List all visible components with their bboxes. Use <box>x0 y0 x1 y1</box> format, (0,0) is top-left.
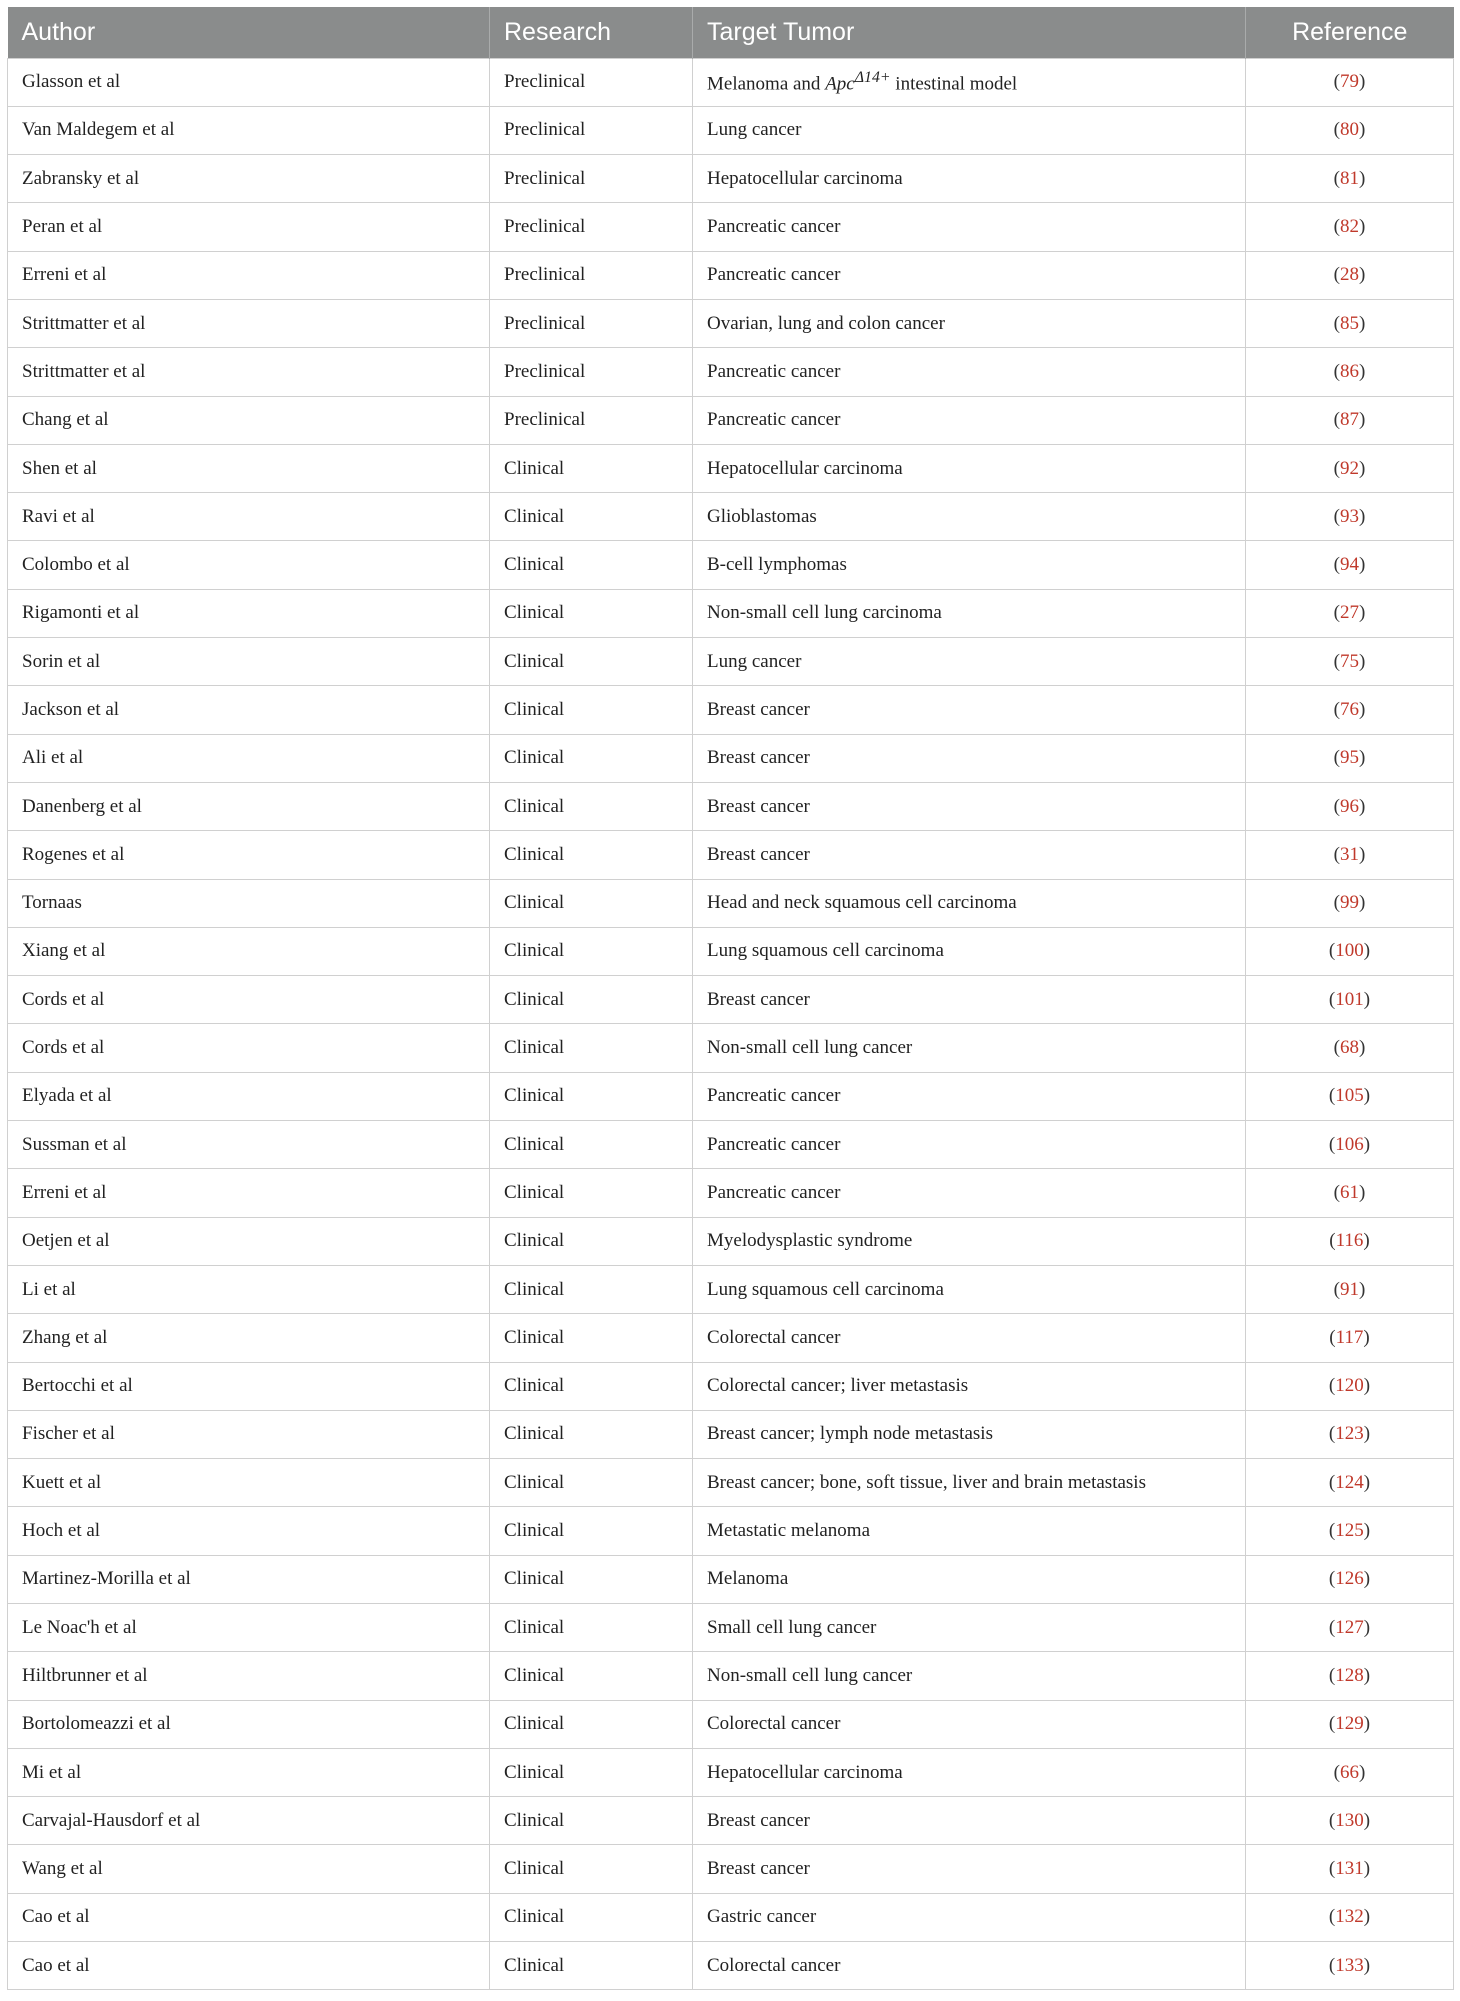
research-cell: Preclinical <box>490 106 693 154</box>
research-cell: Clinical <box>490 1072 693 1120</box>
research-cell: Clinical <box>490 879 693 927</box>
research-cell: Clinical <box>490 493 693 541</box>
reference-cell: (125) <box>1246 1507 1454 1555</box>
reference-link[interactable]: 106 <box>1335 1133 1364 1155</box>
target-tumor-cell: Pancreatic cancer <box>693 1072 1246 1120</box>
reference-cell: (116) <box>1246 1217 1454 1265</box>
target-tumor-cell: Head and neck squamous cell carcinoma <box>693 879 1246 927</box>
author-cell: Hoch et al <box>8 1507 490 1555</box>
target-tumor-cell: Breast cancer <box>693 831 1246 879</box>
author-cell: Carvajal-Hausdorf et al <box>8 1797 490 1845</box>
table-body <box>8 58 1454 1990</box>
table-row <box>8 879 1454 927</box>
table-row <box>8 1265 1454 1313</box>
reference-cell: (80) <box>1246 106 1454 154</box>
reference-cell: (81) <box>1246 155 1454 203</box>
reference-link[interactable]: 28 <box>1340 264 1359 286</box>
table-row <box>8 1121 1454 1169</box>
reference-link[interactable]: 92 <box>1340 457 1359 479</box>
author-cell: Mi et al <box>8 1748 490 1796</box>
research-cell: Preclinical <box>490 299 693 347</box>
reference-cell: (87) <box>1246 396 1454 444</box>
reference-link[interactable]: 86 <box>1340 360 1359 382</box>
reference-cell: (28) <box>1246 251 1454 299</box>
reference-link[interactable]: 61 <box>1340 1181 1359 1203</box>
author-cell: Bertocchi et al <box>8 1362 490 1410</box>
reference-link[interactable]: 99 <box>1340 892 1359 914</box>
table-row <box>8 1024 1454 1072</box>
target-tumor-cell: Lung squamous cell carcinoma <box>693 927 1246 975</box>
studies-table <box>7 7 1454 1990</box>
reference-cell: (129) <box>1246 1700 1454 1748</box>
reference-cell: (76) <box>1246 686 1454 734</box>
table-row <box>8 348 1454 396</box>
research-cell: Clinical <box>490 1700 693 1748</box>
reference-link[interactable]: 123 <box>1335 1423 1364 1445</box>
research-cell: Clinical <box>490 1314 693 1362</box>
target-tumor-cell: Colorectal cancer; liver metastasis <box>693 1362 1246 1410</box>
reference-cell: (124) <box>1246 1459 1454 1507</box>
reference-link[interactable]: 96 <box>1340 795 1359 817</box>
reference-cell: (75) <box>1246 638 1454 686</box>
target-tumor-cell: Myelodysplastic syndrome <box>693 1217 1246 1265</box>
author-cell: Le Noac'h et al <box>8 1604 490 1652</box>
table-row <box>8 299 1454 347</box>
research-cell: Clinical <box>490 831 693 879</box>
target-tumor-cell: Gastric cancer <box>693 1893 1246 1941</box>
reference-link[interactable]: 131 <box>1335 1858 1364 1880</box>
reference-link[interactable]: 132 <box>1335 1906 1364 1928</box>
table-row <box>8 1410 1454 1458</box>
reference-link[interactable]: 133 <box>1335 1954 1364 1976</box>
reference-link[interactable]: 100 <box>1335 940 1364 962</box>
header-reference: Reference <box>1246 7 1454 58</box>
reference-cell: (85) <box>1246 299 1454 347</box>
gene-superscript: Δ14+ <box>854 68 891 86</box>
header-row <box>8 7 1454 58</box>
table-row <box>8 1700 1454 1748</box>
author-cell: Zhang et al <box>8 1314 490 1362</box>
reference-link[interactable]: 117 <box>1335 1326 1364 1348</box>
research-cell: Clinical <box>490 1797 693 1845</box>
author-cell: Ali et al <box>8 734 490 782</box>
target-tumor-cell: Breast cancer <box>693 782 1246 830</box>
research-cell: Clinical <box>490 1217 693 1265</box>
target-tumor-cell: Melanoma <box>693 1555 1246 1603</box>
reference-cell: (133) <box>1246 1942 1454 1990</box>
reference-link[interactable]: 94 <box>1340 554 1359 576</box>
reference-cell: (27) <box>1246 589 1454 637</box>
table-row <box>8 1314 1454 1362</box>
target-tumor-cell: Pancreatic cancer <box>693 1169 1246 1217</box>
author-cell: Colombo et al <box>8 541 490 589</box>
research-cell: Preclinical <box>490 348 693 396</box>
target-tumor-cell: Colorectal cancer <box>693 1314 1246 1362</box>
author-cell: Strittmatter et al <box>8 348 490 396</box>
table-row <box>8 396 1454 444</box>
table-row <box>8 638 1454 686</box>
reference-cell: (130) <box>1246 1797 1454 1845</box>
reference-cell: (127) <box>1246 1604 1454 1652</box>
reference-link[interactable]: 68 <box>1340 1037 1359 1059</box>
author-cell: Rigamonti et al <box>8 589 490 637</box>
reference-link[interactable]: 105 <box>1335 1085 1364 1107</box>
author-cell: Martinez-Morilla et al <box>8 1555 490 1603</box>
research-cell: Preclinical <box>490 203 693 251</box>
target-tumor-cell: Non-small cell lung carcinoma <box>693 589 1246 637</box>
reference-cell: (86) <box>1246 348 1454 396</box>
reference-cell: (101) <box>1246 976 1454 1024</box>
author-cell: Ravi et al <box>8 493 490 541</box>
table-row <box>8 589 1454 637</box>
reference-cell: (68) <box>1246 1024 1454 1072</box>
reference-link[interactable]: 128 <box>1335 1664 1364 1686</box>
reference-link[interactable]: 87 <box>1340 409 1359 431</box>
research-cell: Clinical <box>490 1024 693 1072</box>
research-cell: Clinical <box>490 976 693 1024</box>
target-tumor-cell: Pancreatic cancer <box>693 348 1246 396</box>
target-tumor-cell: Breast cancer; lymph node metastasis <box>693 1410 1246 1458</box>
reference-link[interactable]: 116 <box>1335 1230 1364 1252</box>
research-cell: Clinical <box>490 1410 693 1458</box>
author-cell: Xiang et al <box>8 927 490 975</box>
table-row <box>8 1169 1454 1217</box>
author-cell: Sorin et al <box>8 638 490 686</box>
reference-cell: (105) <box>1246 1072 1454 1120</box>
research-cell: Clinical <box>490 1555 693 1603</box>
research-cell: Clinical <box>490 782 693 830</box>
author-cell: Zabransky et al <box>8 155 490 203</box>
reference-link[interactable]: 95 <box>1340 747 1359 769</box>
target-tumor-cell: Non-small cell lung cancer <box>693 1024 1246 1072</box>
reference-cell: (132) <box>1246 1893 1454 1941</box>
author-cell: Elyada et al <box>8 1072 490 1120</box>
target-tumor-cell: Non-small cell lung cancer <box>693 1652 1246 1700</box>
reference-link[interactable]: 120 <box>1335 1375 1364 1397</box>
reference-link[interactable]: 75 <box>1340 650 1359 672</box>
reference-link[interactable]: 101 <box>1335 988 1364 1010</box>
research-cell: Clinical <box>490 1121 693 1169</box>
table-row <box>8 686 1454 734</box>
research-cell: Clinical <box>490 1459 693 1507</box>
reference-cell: (31) <box>1246 831 1454 879</box>
reference-cell: (96) <box>1246 782 1454 830</box>
target-tumor-cell: Ovarian, lung and colon cancer <box>693 299 1246 347</box>
author-cell: Wang et al <box>8 1845 490 1893</box>
reference-link[interactable]: 127 <box>1335 1616 1364 1638</box>
target-tumor-cell: Hepatocellular carcinoma <box>693 444 1246 492</box>
research-cell: Clinical <box>490 1942 693 1990</box>
table-row <box>8 1459 1454 1507</box>
research-cell: Clinical <box>490 1652 693 1700</box>
reference-link[interactable]: 124 <box>1335 1471 1364 1493</box>
author-cell: Tornaas <box>8 879 490 927</box>
table-row <box>8 1555 1454 1603</box>
target-tumor-cell: Pancreatic cancer <box>693 251 1246 299</box>
target-tumor-cell: Breast cancer <box>693 1797 1246 1845</box>
author-cell: Fischer et al <box>8 1410 490 1458</box>
table-row <box>8 782 1454 830</box>
author-cell: Van Maldegem et al <box>8 106 490 154</box>
research-cell: Preclinical <box>490 396 693 444</box>
reference-link[interactable]: 126 <box>1335 1568 1364 1590</box>
target-tumor-cell: Metastatic melanoma <box>693 1507 1246 1555</box>
reference-cell: (66) <box>1246 1748 1454 1796</box>
research-cell: Clinical <box>490 638 693 686</box>
reference-link[interactable]: 125 <box>1335 1520 1364 1542</box>
target-tumor-cell: Small cell lung cancer <box>693 1604 1246 1652</box>
tumor-suffix: intestinal model <box>890 73 1018 95</box>
table-row <box>8 58 1454 106</box>
target-tumor-cell: Glioblastomas <box>693 493 1246 541</box>
target-tumor-cell: Breast cancer <box>693 976 1246 1024</box>
author-cell: Bortolomeazzi et al <box>8 1700 490 1748</box>
target-tumor-cell: Breast cancer; bone, soft tissue, liver and brain metastasis <box>693 1459 1246 1507</box>
table-row <box>8 1507 1454 1555</box>
target-tumor-cell: Pancreatic cancer <box>693 396 1246 444</box>
reference-link[interactable]: 31 <box>1340 843 1359 865</box>
author-cell: Oetjen et al <box>8 1217 490 1265</box>
author-cell: Li et al <box>8 1265 490 1313</box>
table-row <box>8 1217 1454 1265</box>
table-row <box>8 927 1454 975</box>
reference-cell: (128) <box>1246 1652 1454 1700</box>
table-row <box>8 1797 1454 1845</box>
reference-link[interactable]: 130 <box>1335 1809 1364 1831</box>
author-cell: Shen et al <box>8 444 490 492</box>
reference-cell: (91) <box>1246 1265 1454 1313</box>
author-cell: Glasson et al <box>8 58 490 106</box>
research-cell: Clinical <box>490 1893 693 1941</box>
research-cell: Clinical <box>490 1265 693 1313</box>
reference-link[interactable]: 81 <box>1340 167 1359 189</box>
table-row <box>8 976 1454 1024</box>
author-cell: Erreni et al <box>8 251 490 299</box>
reference-cell: (79) <box>1246 58 1454 106</box>
target-tumor-cell: Hepatocellular carcinoma <box>693 1748 1246 1796</box>
author-cell: Rogenes et al <box>8 831 490 879</box>
table-row <box>8 1652 1454 1700</box>
reference-link[interactable]: 129 <box>1335 1713 1364 1735</box>
target-tumor-cell: Colorectal cancer <box>693 1700 1246 1748</box>
reference-cell: (123) <box>1246 1410 1454 1458</box>
research-cell: Preclinical <box>490 58 693 106</box>
author-cell: Jackson et al <box>8 686 490 734</box>
reference-link[interactable]: 66 <box>1340 1761 1359 1783</box>
reference-cell: (92) <box>1246 444 1454 492</box>
reference-link[interactable]: 85 <box>1340 312 1359 334</box>
author-cell: Cao et al <box>8 1942 490 1990</box>
reference-cell: (94) <box>1246 541 1454 589</box>
research-cell: Clinical <box>490 589 693 637</box>
research-cell: Clinical <box>490 1507 693 1555</box>
author-cell: Hiltbrunner et al <box>8 1652 490 1700</box>
research-cell: Clinical <box>490 444 693 492</box>
reference-cell: (106) <box>1246 1121 1454 1169</box>
author-cell: Strittmatter et al <box>8 299 490 347</box>
table-row <box>8 251 1454 299</box>
target-tumor-cell: Lung squamous cell carcinoma <box>693 1265 1246 1313</box>
reference-cell: (82) <box>1246 203 1454 251</box>
table-row <box>8 734 1454 782</box>
reference-link[interactable]: 91 <box>1340 1278 1359 1300</box>
table-row <box>8 1845 1454 1893</box>
target-tumor-cell: Breast cancer <box>693 734 1246 782</box>
table-row <box>8 203 1454 251</box>
research-cell: Preclinical <box>490 251 693 299</box>
reference-cell: (120) <box>1246 1362 1454 1410</box>
gene-name: Apc <box>825 73 855 95</box>
reference-cell: (93) <box>1246 493 1454 541</box>
target-tumor-cell: Pancreatic cancer <box>693 203 1246 251</box>
reference-link[interactable]: 80 <box>1340 119 1359 141</box>
author-cell: Cords et al <box>8 1024 490 1072</box>
reference-cell: (117) <box>1246 1314 1454 1362</box>
reference-link[interactable]: 76 <box>1340 699 1359 720</box>
reference-link[interactable]: 27 <box>1340 602 1359 624</box>
header-target-tumor: Target Tumor <box>693 7 1246 58</box>
table-row <box>8 1893 1454 1941</box>
reference-cell: (100) <box>1246 927 1454 975</box>
research-cell: Clinical <box>490 734 693 782</box>
author-cell: Cao et al <box>8 1893 490 1941</box>
research-cell: Clinical <box>490 1845 693 1893</box>
reference-cell: (131) <box>1246 1845 1454 1893</box>
author-cell: Sussman et al <box>8 1121 490 1169</box>
reference-link[interactable]: 82 <box>1340 216 1359 238</box>
target-tumor-cell: Pancreatic cancer <box>693 1121 1246 1169</box>
header-author: Author <box>8 7 490 58</box>
table-row <box>8 1604 1454 1652</box>
target-tumor-cell: Lung cancer <box>693 638 1246 686</box>
table-row <box>8 1362 1454 1410</box>
author-cell: Kuett et al <box>8 1459 490 1507</box>
table-row <box>8 155 1454 203</box>
target-tumor-cell: Breast cancer <box>693 1845 1246 1893</box>
author-cell: Erreni et al <box>8 1169 490 1217</box>
table-row <box>8 1072 1454 1120</box>
author-cell: Chang et al <box>8 396 490 444</box>
target-tumor-cell: Lung cancer <box>693 106 1246 154</box>
reference-cell: (99) <box>1246 879 1454 927</box>
table-row <box>8 1748 1454 1796</box>
author-cell: Danenberg et al <box>8 782 490 830</box>
table-row <box>8 444 1454 492</box>
author-cell: Cords et al <box>8 976 490 1024</box>
research-cell: Clinical <box>490 686 693 734</box>
table-header <box>8 7 1454 58</box>
reference-cell: (126) <box>1246 1555 1454 1603</box>
reference-link[interactable]: 93 <box>1340 505 1359 527</box>
research-cell: Clinical <box>490 1604 693 1652</box>
reference-cell: (61) <box>1246 1169 1454 1217</box>
research-cell: Clinical <box>490 1362 693 1410</box>
table-row <box>8 541 1454 589</box>
tumor-prefix: Melanoma and <box>707 73 826 95</box>
target-tumor-cell: B-cell lymphomas <box>693 541 1246 589</box>
table-row <box>8 106 1454 154</box>
research-cell: Clinical <box>490 1169 693 1217</box>
target-tumor-cell <box>693 58 1246 106</box>
target-tumor-cell: Colorectal cancer <box>693 1942 1246 1990</box>
target-tumor-cell: Breast cancer <box>693 686 1246 734</box>
reference-link[interactable]: 79 <box>1340 71 1359 93</box>
table-row <box>8 831 1454 879</box>
table-row <box>8 493 1454 541</box>
research-cell: Clinical <box>490 927 693 975</box>
target-tumor-cell: Hepatocellular carcinoma <box>693 155 1246 203</box>
table-row <box>8 1942 1454 1990</box>
header-research: Research <box>490 7 693 58</box>
author-cell: Peran et al <box>8 203 490 251</box>
reference-cell: (95) <box>1246 734 1454 782</box>
research-cell: Preclinical <box>490 155 693 203</box>
research-cell: Clinical <box>490 541 693 589</box>
research-cell: Clinical <box>490 1748 693 1796</box>
